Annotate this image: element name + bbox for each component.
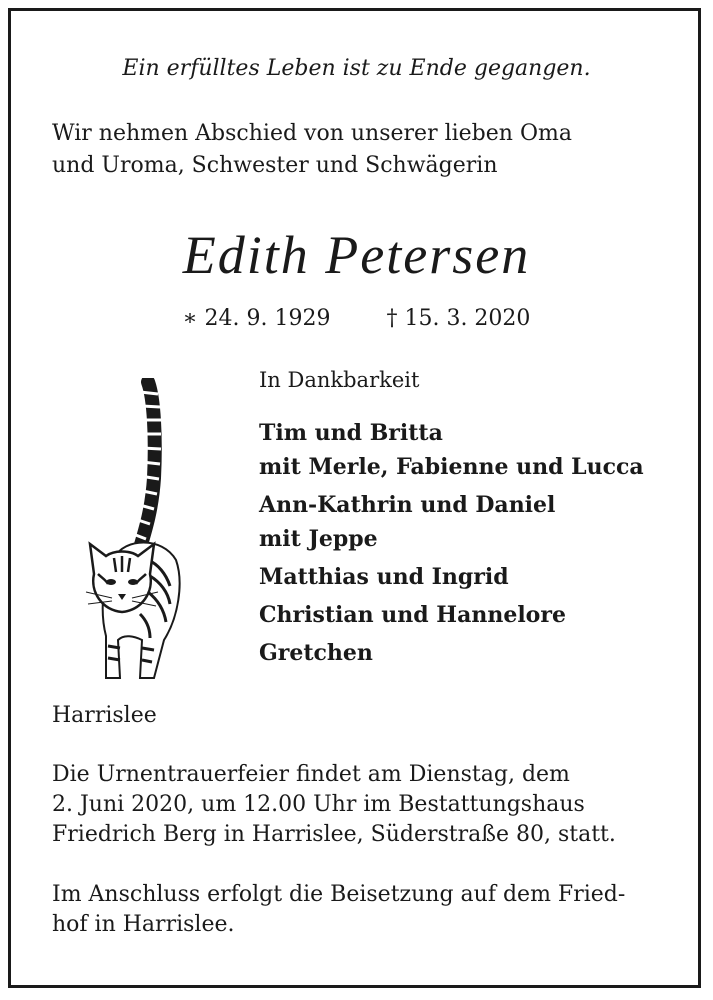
thanks-line: In Dankbarkeit <box>259 368 420 392</box>
mourner-name: mit Merle, Fabienne und Lucca <box>259 454 644 480</box>
service-line-3: Friedrich Berg in Harrislee, Süderstraße 80, statt. <box>52 822 616 847</box>
service-line-2: 2. Juni 2020, um 12.00 Uhr im Bestattungshaus <box>52 792 585 817</box>
burial-line-1: Im Anschluss erfolgt die Beisetzung auf dem Fried- <box>52 882 626 907</box>
mourners-list <box>259 416 689 674</box>
death-date: † 15. 3. 2020 <box>386 306 531 331</box>
mourner-group <box>259 636 689 670</box>
mourner-group <box>259 598 689 632</box>
motto-text: Ein erfülltes Leben ist zu Ende gegangen. <box>122 56 591 81</box>
life-dates <box>0 306 713 331</box>
service-line-1: Die Urnentrauerfeier findet am Dienstag, dem <box>52 762 570 787</box>
mourner-name: Ann-Kathrin und Daniel <box>259 492 556 518</box>
mourner-group <box>259 560 689 594</box>
burial-line-2: hof in Harrislee. <box>52 912 235 937</box>
birth-date: ∗ 24. 9. 1929 <box>182 306 331 331</box>
mourner-name: Matthias und Ingrid <box>259 564 509 590</box>
intro-line-2: und Uroma, Schwester und Schwägerin <box>52 153 498 178</box>
cat-icon <box>84 378 184 688</box>
mourner-group <box>259 416 689 484</box>
mourner-group <box>259 488 689 556</box>
deceased-name: Edith Petersen <box>182 225 531 285</box>
mourner-name: Gretchen <box>259 640 373 666</box>
intro-text <box>52 118 662 182</box>
burial-info <box>52 880 662 940</box>
mourner-name: Christian und Hannelore <box>259 602 566 628</box>
intro-line-1: Wir nehmen Abschied von unserer lieben Oma <box>52 121 572 146</box>
place-name: Harrislee <box>52 703 157 728</box>
mourner-name: Tim und Britta <box>259 420 443 446</box>
service-info <box>52 760 662 850</box>
mourner-name: mit Jeppe <box>259 526 378 552</box>
